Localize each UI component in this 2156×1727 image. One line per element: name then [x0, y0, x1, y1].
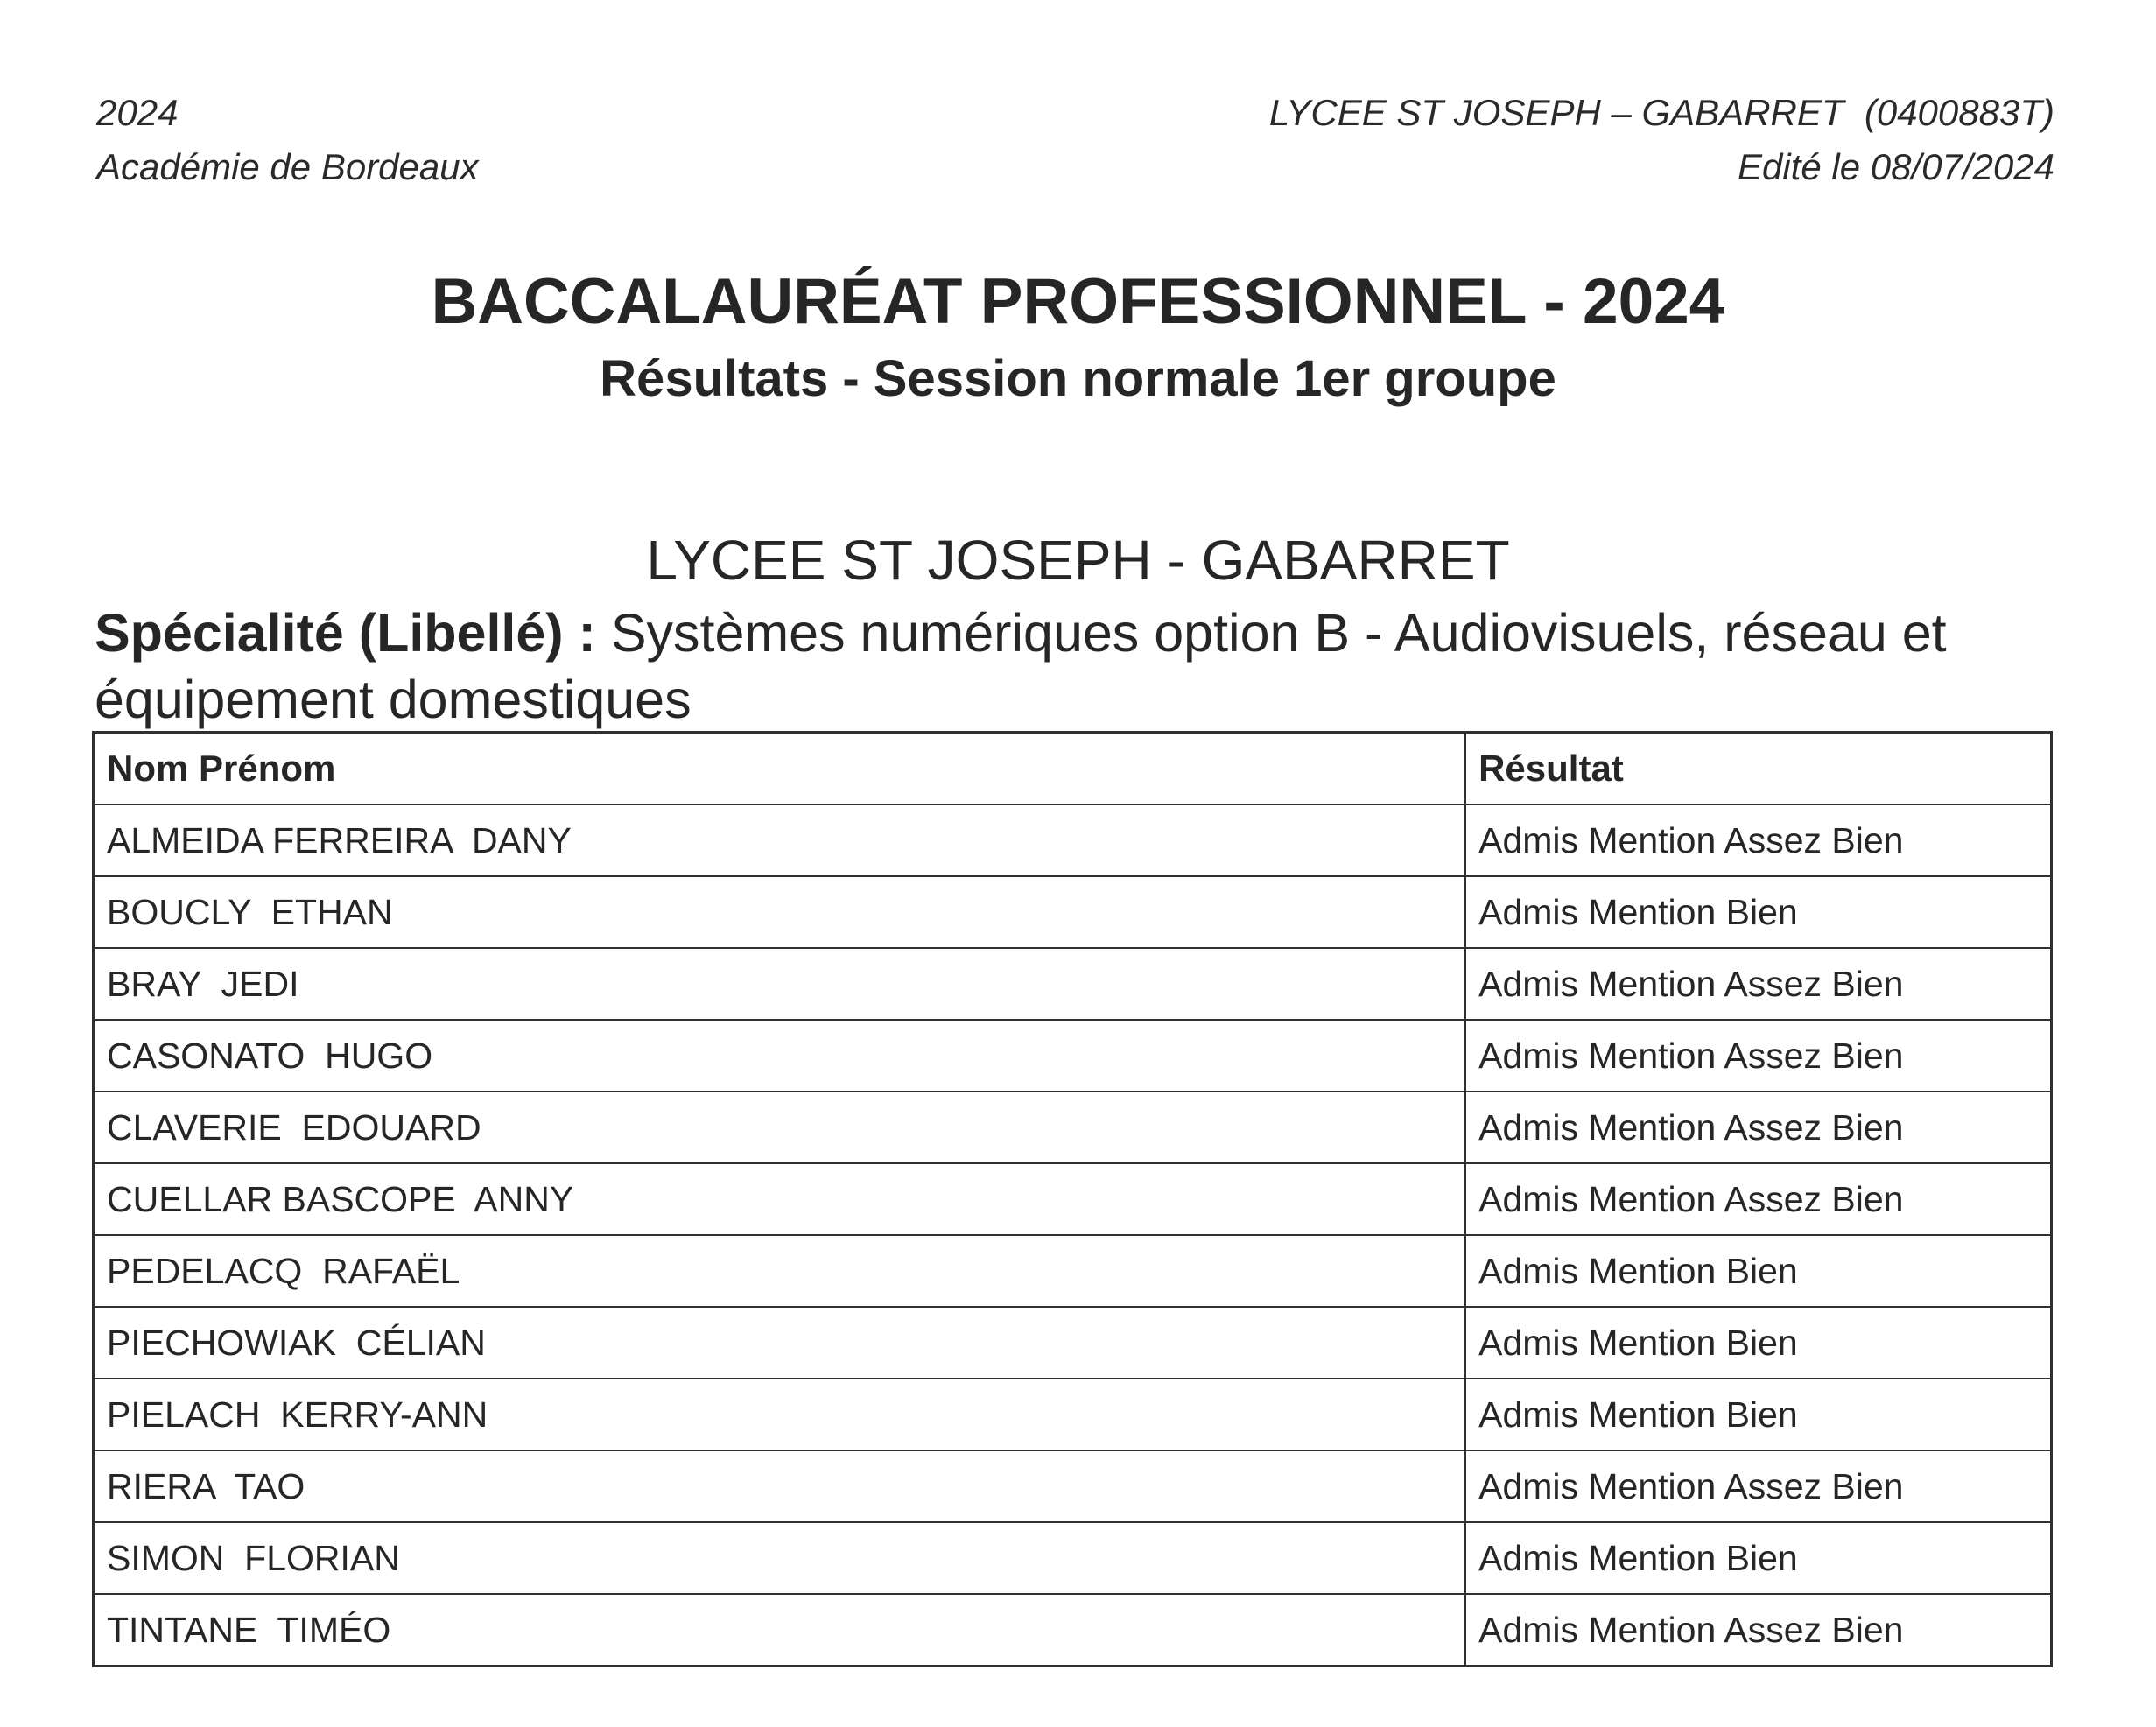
table-header-row: [94, 733, 2052, 805]
header-school-code: LYCEE ST JOSEPH – GABARRET (0400883T): [1268, 92, 2054, 133]
student-result: Admis Mention Bien: [1465, 1522, 2051, 1594]
table-row: [94, 1235, 2052, 1307]
student-result: Admis Mention Assez Bien: [1465, 948, 2051, 1020]
table-row: [94, 1522, 2052, 1594]
table-row: [94, 804, 2052, 876]
student-result: Admis Mention Assez Bien: [1465, 1594, 2051, 1667]
table-row: [94, 948, 2052, 1020]
header-year: 2024: [96, 92, 179, 133]
column-header-result: Résultat: [1465, 733, 2051, 805]
table-row: [94, 1450, 2052, 1522]
table-row: [94, 876, 2052, 948]
student-name: RIERA TAO: [94, 1450, 1466, 1522]
specialty-label: Spécialité (Libellé) :: [95, 603, 596, 663]
page-subtitle: Résultats - Session normale 1er groupe: [600, 350, 1556, 407]
table-row: [94, 1379, 2052, 1450]
school-name: LYCEE ST JOSEPH - GABARRET: [646, 529, 1510, 592]
student-name: TINTANE TIMÉO: [94, 1594, 1466, 1667]
table-row: [94, 1020, 2052, 1092]
header-edit-date: Edité le 08/07/2024: [1738, 146, 2054, 187]
specialty: [95, 600, 2073, 733]
student-result: Admis Mention Assez Bien: [1465, 1020, 2051, 1092]
results-table: [92, 731, 2053, 1667]
specialty-value: Systèmes numériques option B - Audiovisuels, réseau et équipement domestiques: [95, 603, 1947, 729]
student-name: CLAVERIE EDOUARD: [94, 1092, 1466, 1163]
student-result: Admis Mention Assez Bien: [1465, 1092, 2051, 1163]
student-name: PIELACH KERRY-ANN: [94, 1379, 1466, 1450]
student-name: PIECHOWIAK CÉLIAN: [94, 1307, 1466, 1379]
student-result: Admis Mention Bien: [1465, 1235, 2051, 1307]
student-name: BRAY JEDI: [94, 948, 1466, 1020]
header-academy: Académie de Bordeaux: [96, 146, 479, 187]
student-result: Admis Mention Bien: [1465, 876, 2051, 948]
column-header-name: Nom Prénom: [94, 733, 1466, 805]
student-name: CUELLAR BASCOPE ANNY: [94, 1163, 1466, 1235]
student-result: Admis Mention Assez Bien: [1465, 1163, 2051, 1235]
student-result: Admis Mention Bien: [1465, 1379, 2051, 1450]
table-row: [94, 1594, 2052, 1667]
student-name: CASONATO HUGO: [94, 1020, 1466, 1092]
student-result: Admis Mention Bien: [1465, 1307, 2051, 1379]
table-row: [94, 1092, 2052, 1163]
student-result: Admis Mention Assez Bien: [1465, 1450, 2051, 1522]
table-row: [94, 1163, 2052, 1235]
student-name: BOUCLY ETHAN: [94, 876, 1466, 948]
student-result: Admis Mention Assez Bien: [1465, 804, 2051, 876]
student-name: ALMEIDA FERREIRA DANY: [94, 804, 1466, 876]
header-left: [96, 86, 479, 194]
page-title: BACCALAURÉAT PROFESSIONNEL - 2024: [431, 266, 1725, 337]
student-name: SIMON FLORIAN: [94, 1522, 1466, 1594]
header-right: [1269, 86, 2054, 194]
student-name: PEDELACQ RAFAËL: [94, 1235, 1466, 1307]
table-row: [94, 1307, 2052, 1379]
